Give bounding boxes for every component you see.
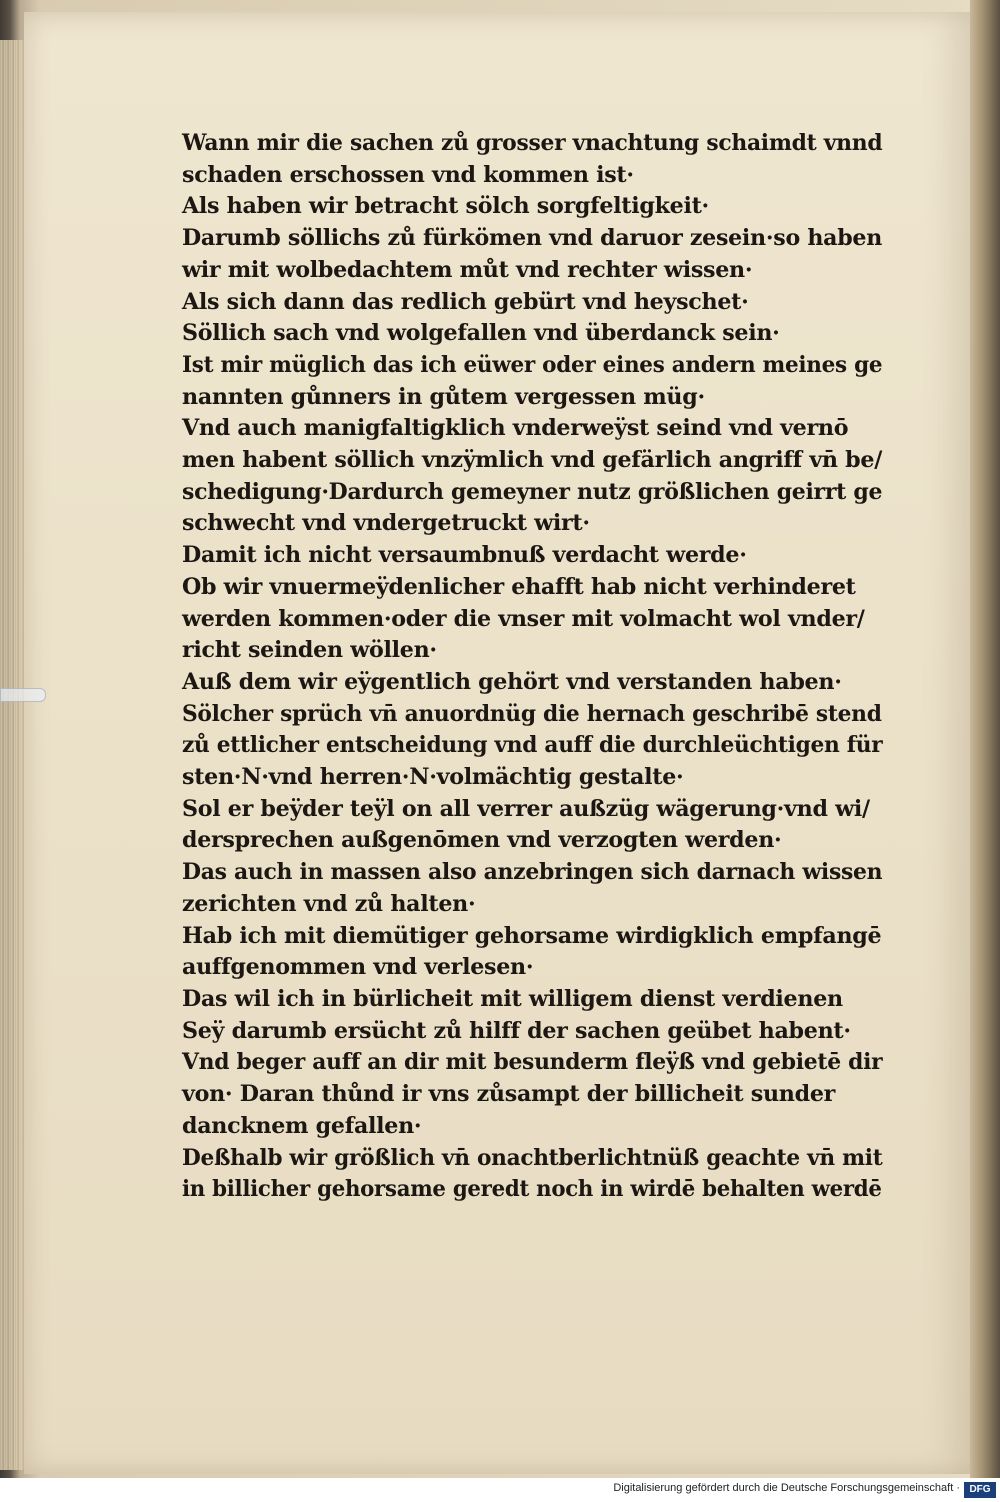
text-line: schedigung·Dardurch gemeyner nutz größlichen geirrt ge: [182, 478, 883, 505]
text-line: Als sich dann das redlich gebürt vnd heyschet·: [182, 288, 749, 315]
text-line: Wann mir die sachen zů grosser vnachtung schaimdt vnnd: [182, 130, 883, 156]
text-line: nannten gůnners in gůtem vergessen müg·: [182, 383, 705, 410]
text-line: richt seinden wöllen·: [182, 637, 437, 664]
text-line: Als haben wir betracht sölch sorgfeltigkeit·: [182, 193, 709, 220]
text-line: Sölcher sprüch vn̄ anuordnüg die hernach geschribē stend: [182, 700, 882, 727]
book-right-edge: [970, 0, 1000, 1478]
text-line: Seÿ darumb ersücht zů hilff der sachen geübet habent·: [182, 1017, 851, 1044]
text-line: Söllich sach vnd wolgefallen vnd überdanck sein·: [182, 320, 780, 347]
text-line: Hab ich mit diemütiger gehorsame wirdigklich empfangē: [182, 922, 882, 949]
text-line: Damit ich nicht versaumbnuß verdacht werde·: [182, 542, 747, 569]
text-line: in billicher gehorsame geredt noch in wirdē behalten werdē: [182, 1176, 882, 1203]
footer-bar: [0, 1478, 1000, 1502]
text-line: werden kommen·oder die vnser mit volmacht wol vnder/: [182, 605, 865, 632]
dfg-logo: DFG: [964, 1482, 996, 1498]
bookmark-tab: [0, 688, 46, 702]
text-line: Das auch in massen also anzebringen sich darnach wissen: [182, 859, 883, 886]
text-line: von· Daran thůnd ir vns zůsampt der billicheit sunder: [182, 1081, 836, 1108]
text-line: Vnd beger auff an dir mit besunderm fleÿß vnd gebietē dir: [182, 1049, 883, 1076]
text-line: dancknem gefallen·: [182, 1112, 422, 1139]
text-line: Das wil ich in bürlicheit mit willigem dienst verdienen: [182, 985, 843, 1012]
text-line: Sol er beÿder teÿl on all verrer außzüg wägerung·vnd wi/: [182, 795, 870, 822]
text-line: auffgenommen vnd verlesen·: [182, 954, 534, 981]
text-line: dersprechen außgenōmen vnd verzogten werden·: [182, 827, 782, 854]
text-line: Darumb söllichs zů fürkömen vnd daruor zesein·so haben: [182, 225, 883, 252]
text-line: schaden erschossen vnd kommen ist·: [182, 161, 634, 188]
text-line: Auß dem wir eÿgentlich gehört vnd verstanden haben·: [182, 668, 842, 695]
text-line: Vnd auch manigfaltigklich vnderweÿst seind vnd vernō: [182, 415, 849, 442]
text-line: Ob wir vnuermeÿdenlicher ehafft hab nicht verhinderet: [182, 573, 856, 600]
text-line: men habent söllich vnzÿmlich vnd gefärlich angriff vn̄ be/: [182, 447, 883, 474]
text-line: schwecht vnd vndergetruckt wirt·: [182, 510, 590, 537]
page-text: [182, 128, 892, 1206]
text-line: zů ettlicher entscheidung vnd auff die durchleüchtigen für: [182, 732, 883, 759]
text-line: sten·N·vnd herren·N·volmächtig gestalte·: [182, 764, 684, 791]
text-line: Deßhalb wir größlich vn̄ onachtberlichtnüß geachte vn̄ mit: [182, 1144, 883, 1171]
text-line: zerichten vnd zů halten·: [182, 890, 476, 917]
text-line: wir mit wolbedachtem můt vnd rechter wissen·: [182, 256, 753, 283]
footer-credit: Digitalisierung gefördert durch die Deutsche Forschungsgemeinschaft ·: [613, 1482, 960, 1494]
text-line: Ist mir müglich das ich eüwer oder eines andern meines ge: [182, 351, 883, 378]
